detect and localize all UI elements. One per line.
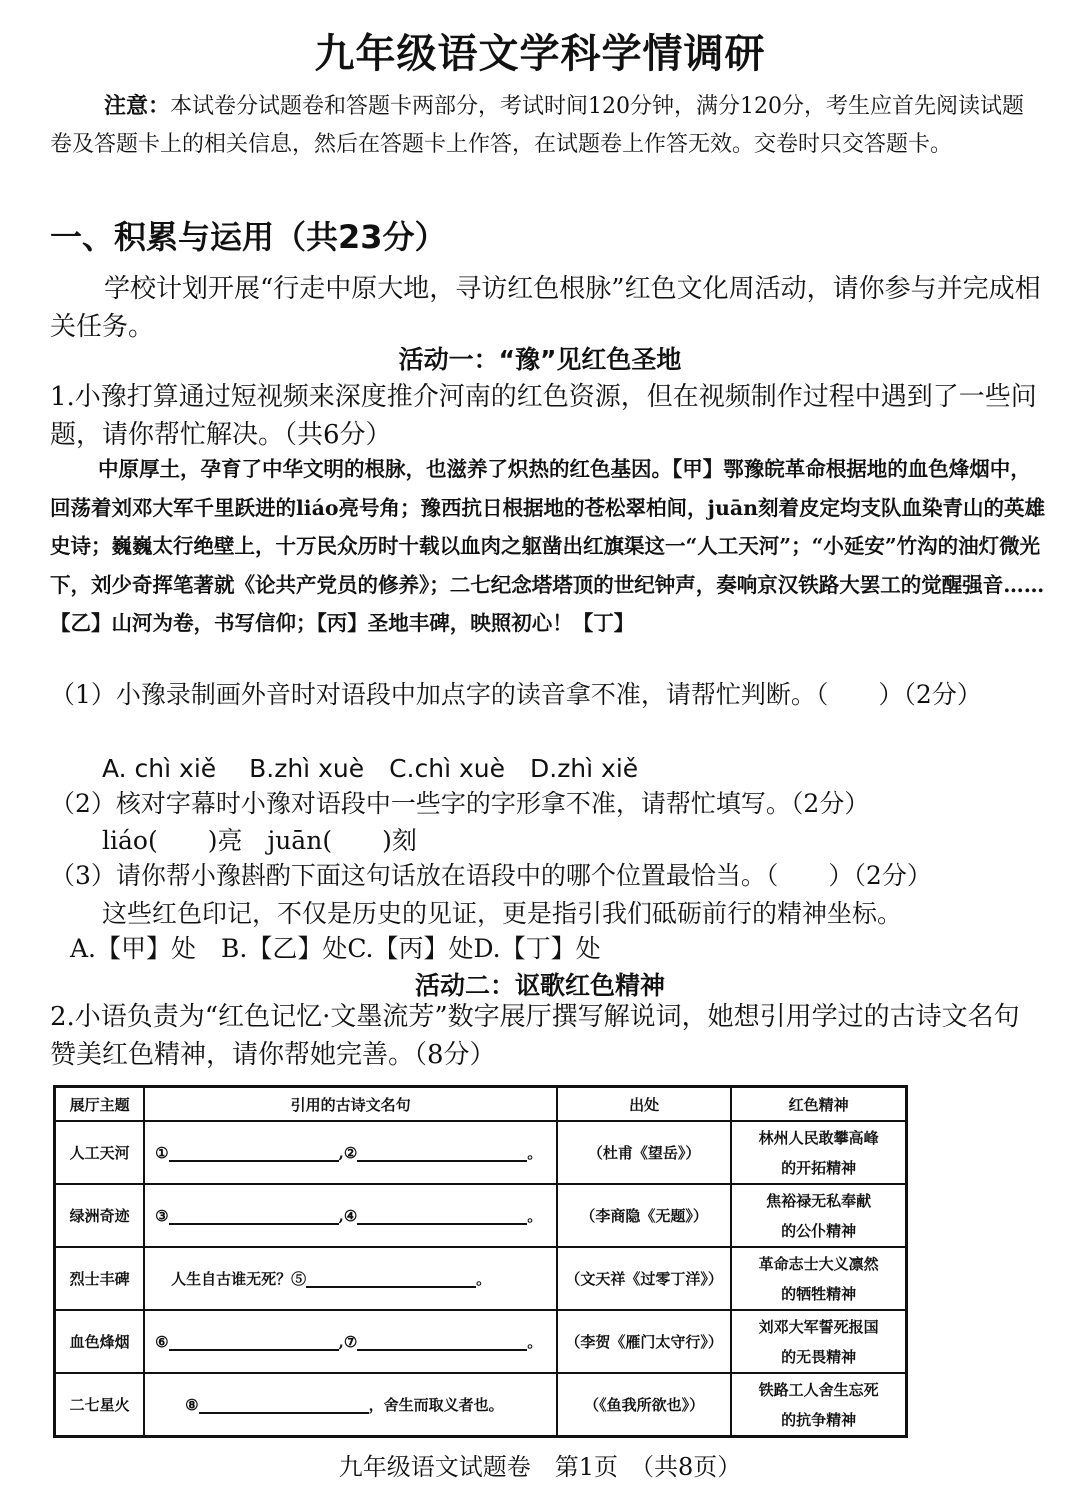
row-theme: 烈士丰碑 <box>55 1247 145 1310</box>
section-intro: 学校计划开展“行走中原大地，寻访红色根脉”红色文化周活动，请你参与并完成相关任务。 <box>50 274 1041 342</box>
fill-blank[interactable] <box>357 1146 527 1162</box>
fill-blank[interactable] <box>306 1272 476 1288</box>
row-theme: 血色烽烟 <box>55 1310 145 1373</box>
fill-blank[interactable] <box>357 1335 527 1351</box>
row-quote: 人生自古谁无死？⑤ 。 <box>144 1247 557 1310</box>
row-quote: ③ ,④ 。 <box>144 1184 557 1247</box>
question-2-stem: 2.小语负责为“红色记忆·文墨流芳”数字展厅撰写解说词，她想引用学过的古诗文名句赞美红色精神，请你帮她完善。（8分） <box>50 1002 1020 1070</box>
row-source: （文天祥《过零丁洋》） <box>557 1247 731 1310</box>
row-spirit: 林州人民敢攀高峰 的开拓精神 <box>731 1121 906 1184</box>
notice-text: 本试卷分试题卷和答题卡两部分，考试时间120分钟，满分120分，考生应首先阅读试题卷及答题卡上的相关信息，然后在答题卡上作答，在试题卷上作答无效。交卷时只交答题卡。 <box>50 94 1025 157</box>
row-source: （《鱼我所欲也》） <box>557 1373 731 1437</box>
row-spirit: 刘邓大军誓死报国 的无畏精神 <box>731 1310 906 1373</box>
table-header: 红色精神 <box>731 1087 906 1122</box>
row-quote: ⑥ ,⑦ 。 <box>144 1310 557 1373</box>
question-1-2-fill: liáo( )亮 juān( )刻 <box>102 826 417 855</box>
table-header: 引用的古诗文名句 <box>144 1087 557 1122</box>
notice <box>50 88 1045 164</box>
page-footer: 九年级语文试题卷 第1页 （共8页） <box>338 1453 742 1481</box>
row-source: （李贺《雁门太守行》） <box>557 1310 731 1373</box>
row-quote: ⑧ ，舍生而取义者也。 <box>144 1373 557 1437</box>
fill-blank[interactable] <box>199 1398 369 1414</box>
question-1-3: （3）请你帮小豫斟酌下面这句话放在语段中的哪个位置最恰当。（ ）（2分） <box>50 861 932 890</box>
table-row <box>55 1247 907 1310</box>
question-1-stem: 1.小豫打算通过短视频来深度推介河南的红色资源，但在视频制作过程中遇到了一些问题，请你帮忙解决。（共6分） <box>50 382 1037 450</box>
fill-blank[interactable] <box>169 1146 339 1162</box>
poetry-table <box>53 1085 908 1438</box>
question-1-3-sentence: 这些红色印记，不仅是历史的见证，更是指引我们砥砺前行的精神坐标。 <box>102 899 903 928</box>
fill-blank[interactable] <box>169 1209 339 1225</box>
row-source: （杜甫《望岳》） <box>557 1121 731 1184</box>
table-row <box>55 1184 907 1247</box>
row-spirit: 焦裕禄无私奉献 的公仆精神 <box>731 1184 906 1247</box>
activity-1-title: 活动一：“豫”见红色圣地 <box>398 345 682 374</box>
row-spirit: 铁路工人舍生忘死 的抗争精神 <box>731 1373 906 1437</box>
reading-passage: 中原厚土，孕育了中华文明的根脉，也滋养了炽热的红色基因。【甲】鄂豫皖革命根据地的血色烽烟中，回荡着刘邓大军千里跃进的liáo亮号角；豫西抗日根据地的苍松翠柏间，juān刻着皮定均支队血染青山的英雄史诗；巍巍太行绝壁上，十万民众历时十载以血肉之躯凿出红旗渠这一“人工天河”；“小延安”竹沟的油灯微光下，刘少奇挥笔著就《论共产党员的修养》；二七纪念塔塔顶的世纪钟声，奏响京汉铁路大罢工的觉醒强音……【乙】山河为卷，书写信仰；【丙】圣地丰碑，映照初心！【丁】 <box>50 457 1046 635</box>
table-row <box>55 1121 907 1184</box>
row-theme: 二七星火 <box>55 1373 145 1437</box>
question-1-1: （1）小豫录制画外音时对语段中加点字的读音拿不准，请帮忙判断。（ ）（2分） <box>50 680 982 709</box>
fill-blank[interactable] <box>169 1335 339 1351</box>
question-1-1-options: A. chì xiě B.zhì xuè C.chì xuè D.zhì xiě <box>102 754 639 783</box>
table-row <box>55 1373 907 1437</box>
question-1-3-options: A.【甲】处 B.【乙】处C.【丙】处D.【丁】处 <box>70 934 601 963</box>
table-header-row <box>55 1087 907 1122</box>
page-title: 九年级语文学科学情调研 <box>314 31 766 77</box>
activity-2-title: 活动二：讴歌红色精神 <box>414 971 665 1000</box>
row-theme: 绿洲奇迹 <box>55 1184 145 1247</box>
row-quote: ① ,② 。 <box>144 1121 557 1184</box>
table-header: 出处 <box>557 1087 731 1122</box>
notice-label: 注意： <box>104 94 171 119</box>
fill-blank[interactable] <box>357 1209 527 1225</box>
row-spirit: 革命志士大义凛然 的牺牲精神 <box>731 1247 906 1310</box>
row-source: （李商隐《无题》） <box>557 1184 731 1247</box>
table-header: 展厅主题 <box>55 1087 145 1122</box>
table-row <box>55 1310 907 1373</box>
section-1-title: 一、积累与运用（共23分） <box>50 218 447 256</box>
row-theme: 人工天河 <box>55 1121 145 1184</box>
question-1-2: （2）核对字幕时小豫对语段中一些字的字形拿不准，请帮忙填写。（2分） <box>50 789 870 818</box>
